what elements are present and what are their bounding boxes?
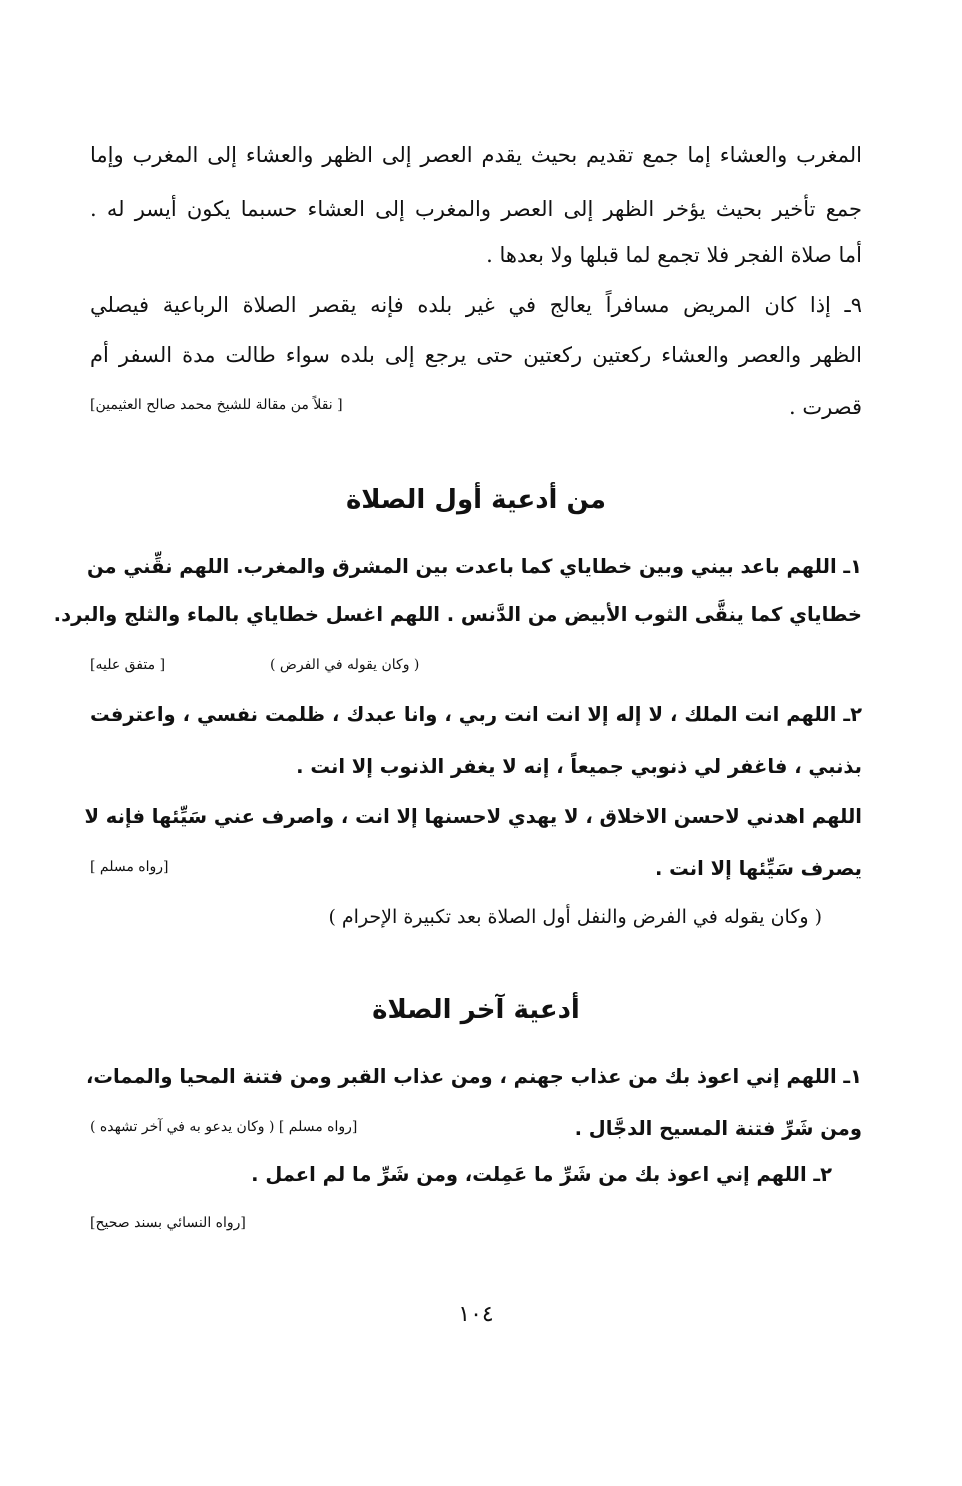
- dua-line: ١ـ اللهم إني اعوذ بك من عذاب جهنم ، ومن عذاب القبر ومن فتنة المحيا والممات،: [85, 1065, 862, 1088]
- dua-line: ٢ـ اللهم انت الملك ، لا إله إلا انت انت ربي ، وانا عبدك ، ظلمت نفسي ، واعترفت: [90, 703, 862, 726]
- dua-line: [90, 854, 862, 884]
- section-heading: أدعية آخر الصلاة: [372, 995, 580, 1025]
- dua-line: خطاياي كما ينقَّى الثوب الأبيض من الدَّنس . اللهم اغسل خطاياي بالماء والثلج والبرد.: [53, 603, 862, 626]
- dua-text: ومن شَرِّ فتنة المسيح الدجَّال .: [574, 1117, 862, 1140]
- dua-line: ٢ـ اللهم إني اعوذ بك من شَرِّ ما عَمِلت، ومن شَرِّ ما لم اعمل .: [251, 1163, 832, 1186]
- paragraph-text: قصرت .: [789, 395, 862, 419]
- paragraph-line: أما صلاة الفجر فلا تجمع لما قبلها ولا بعدها .: [486, 243, 862, 267]
- dua-note: ( وكان يقوله في الفرض والنفل أول الصلاة بعد تكبيرة الإحرام ): [328, 906, 822, 928]
- section-heading: من أدعية أول الصلاة: [345, 485, 607, 515]
- dua-line: ١ـ اللهم باعد بيني وبين خطاياي كما باعدت بين المشرق والمغرب. اللهم نقِّني من: [86, 555, 862, 578]
- dua-note: ( وكان يقوله في الفرض ): [270, 657, 420, 673]
- paragraph-line: الظهر والعصر والعشاء ركعتين ركعتين حتى يرجع إلى بلده سواء طالت مدة السفر أم: [90, 343, 862, 367]
- paragraph-line: المغرب والعشاء إما جمع تقديم بحيث يقدم العصر إلى الظهر والعشاء إلى المغرب وإما: [90, 143, 862, 167]
- source-citation: [رواه مسلم ]: [90, 859, 169, 875]
- dua-line: اللهم اهدني لاحسن الاخلاق ، لا يهدي لاحسنها إلا انت ، واصرف عني سَيِّئها فإنه لا: [84, 805, 862, 828]
- source-citation: [رواه النسائي بسند صحيح]: [90, 1215, 246, 1231]
- page-number: ١٠٤: [458, 1302, 494, 1327]
- source-citation: [رواه مسلم ] ( وكان يدعو به في آخر تشهده ): [90, 1119, 358, 1135]
- book-page: [53, 0, 862, 1486]
- paragraph-line: ٩ـ إذا كان المريض مسافراً يعالج في غير بلده فإنه يقصر الصلاة الرباعية فيصلي: [90, 293, 862, 317]
- dua-line: بذنبي ، فاغفر لي ذنوبي جميعاً ، إنه لا يغفر الذنوب إلا انت .: [296, 755, 862, 778]
- source-citation: [ متفق عليه]: [90, 657, 166, 673]
- source-citation: [ نقلاً من مقالة للشيخ محمد صالح العثيمين]: [90, 397, 343, 413]
- dua-text: يصرف سَيِّئها إلا انت .: [654, 857, 862, 880]
- paragraph-line: جمع تأخير بحيث يؤخر الظهر إلى العصر والمغرب إلى العشاء حسبما يكون أيسر له .: [90, 197, 862, 221]
